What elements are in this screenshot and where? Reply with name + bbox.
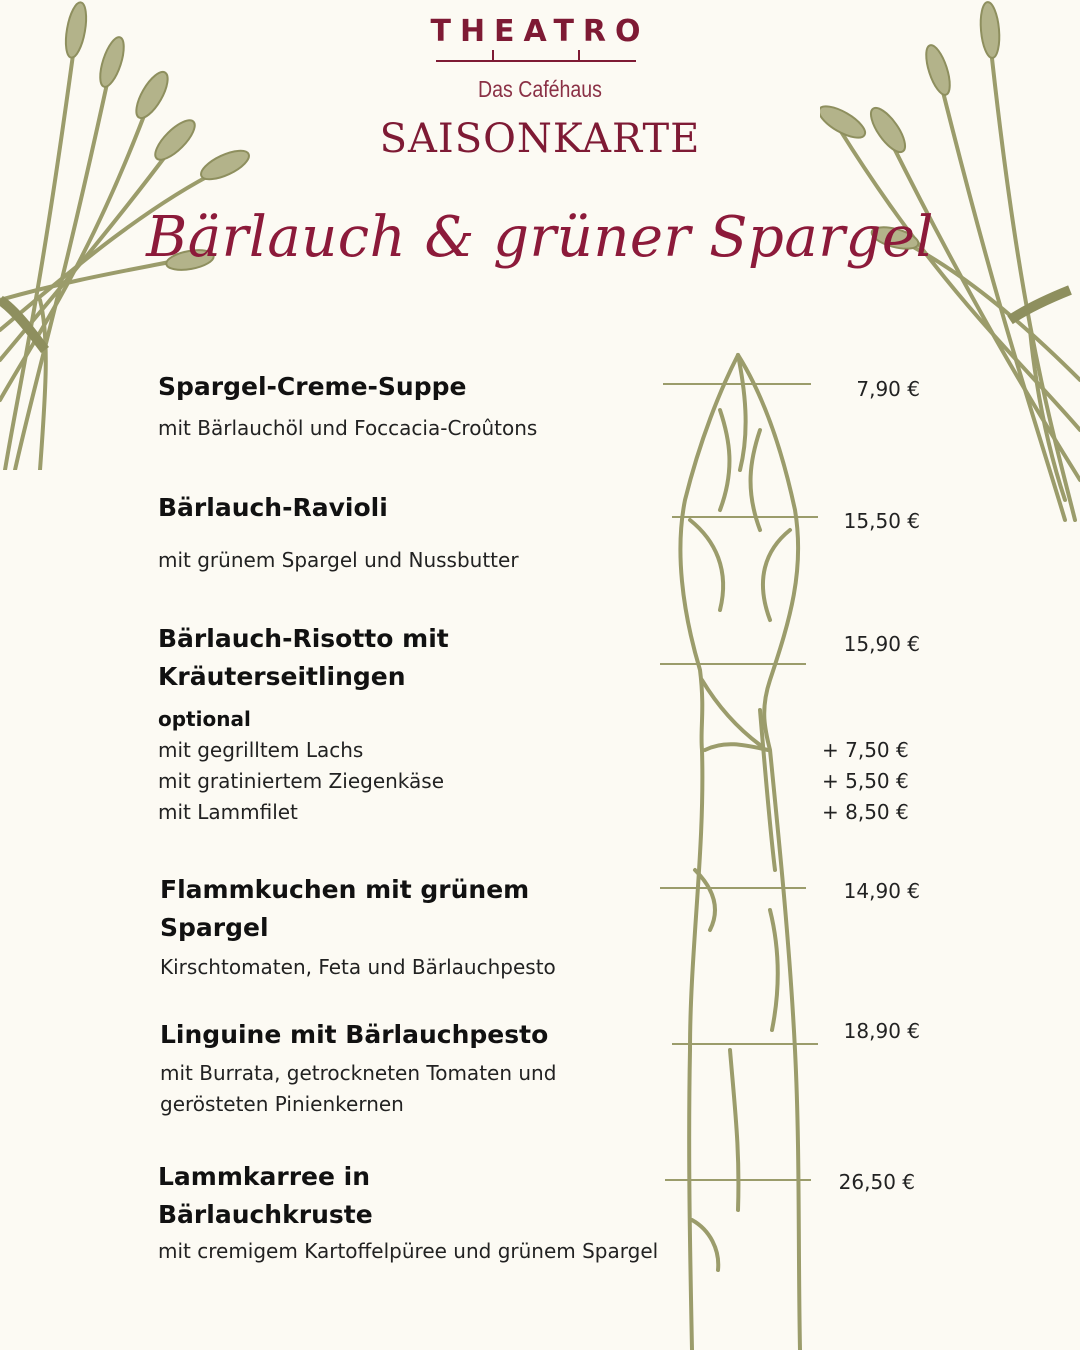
menu-item-description: mit cremigem Kartoffelpüree und grünem Spargel — [158, 1239, 659, 1263]
menu-item-price: 18,90 € — [843, 1019, 920, 1043]
menu-item-name: Spargel — [160, 913, 269, 942]
option-price: + 7,50 € — [822, 738, 909, 762]
logo-divider — [436, 60, 636, 62]
menu-item-name: Spargel-Creme-Suppe — [158, 372, 467, 401]
logo-divider-tick — [492, 50, 494, 60]
menu-item-price: 14,90 € — [843, 879, 920, 903]
option-price: + 5,50 € — [822, 769, 909, 793]
brand-subtitle: Das Caféhaus — [478, 76, 602, 102]
option-label: mit Lammfilet — [158, 800, 298, 824]
menu-item-description: Kirschtomaten, Feta und Bärlauchpesto — [160, 955, 556, 979]
option-label: mit gegrilltem Lachs — [158, 738, 364, 762]
menu-item-name: Lammkarree in — [158, 1162, 371, 1191]
price-guide-line — [672, 1043, 818, 1045]
page-title: SAISONKARTE — [379, 116, 701, 162]
asparagus-spear-icon — [660, 350, 830, 1350]
menu-item-price: 15,90 € — [843, 632, 920, 656]
option-price: + 8,50 € — [822, 800, 909, 824]
menu-item-description: gerösteten Pinienkernen — [160, 1092, 404, 1116]
menu-item-name: Kräuterseitlingen — [158, 662, 406, 691]
menu-item-name: Bärlauch-Ravioli — [158, 493, 388, 522]
menu-item-price: 15,50 € — [843, 509, 920, 533]
menu-item-price: 7,90 € — [856, 377, 920, 401]
price-guide-line — [660, 663, 806, 665]
menu-item-name: Flammkuchen mit grünem — [160, 875, 530, 904]
theme-title: Bärlauch & grüner Spargel — [146, 205, 934, 270]
menu-item-description: mit Bärlauchöl und Foccacia-Croûtons — [158, 416, 538, 440]
menu-item-name: Bärlauchkruste — [158, 1200, 373, 1229]
optional-label: optional — [158, 707, 251, 731]
menu-item-name: Linguine mit Bärlauchpesto — [160, 1020, 549, 1049]
menu-item-description: mit Burrata, getrockneten Tomaten und — [160, 1061, 557, 1085]
menu-item-description: mit grünem Spargel und Nussbutter — [158, 548, 519, 572]
logo-divider-tick — [578, 50, 580, 60]
option-label: mit gratiniertem Ziegenkäse — [158, 769, 445, 793]
brand-logo: THEATRO — [430, 14, 650, 49]
menu-item-name: Bärlauch-Risotto mit — [158, 624, 449, 653]
menu-item-price: 26,50 € — [838, 1170, 915, 1194]
